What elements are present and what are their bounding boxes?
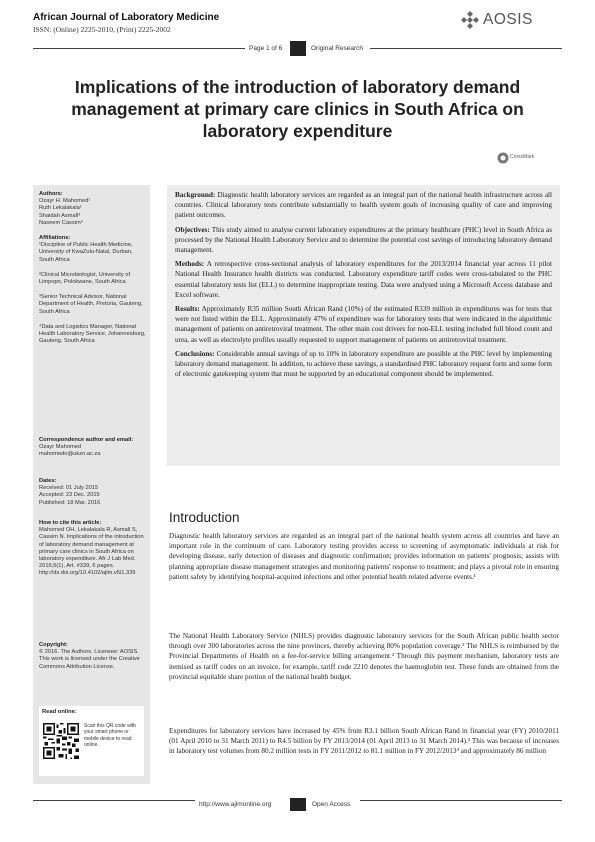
read-online-box <box>39 706 144 776</box>
dates-label: Dates: <box>39 478 57 484</box>
affiliation: ⁴Data and Logistics Manager, National Health Laboratory Service, Johannesburg, Gauteng, South Africa <box>39 323 146 345</box>
methods-label: Methods: <box>175 260 205 269</box>
authors-label: Authors: <box>39 191 63 197</box>
copyright-label: Copyright: <box>39 642 68 648</box>
abstract-conclusions <box>175 349 552 380</box>
page-number: Page 1 of 6 <box>249 45 283 52</box>
objectives-text: This study aimed to analyse current laboratory expenditures at the primary healthcare (PHC) level in South Africa as processed by the National Health Laboratory Service and to determine the potential cost savings of introducing laboratory demand management. <box>175 225 552 255</box>
crossmark-label: CrossMark <box>510 154 535 160</box>
copyright-text: © 2016. The Authors. Licensee: AOSIS. This work is licensed under the Creative Commons Attribution License. <box>39 649 140 670</box>
read-online-label: Read online: <box>42 709 77 715</box>
publisher-name: AOSIS <box>483 11 533 28</box>
date-received: Received: 01 July 2015 <box>39 485 99 492</box>
dates-section <box>39 478 147 507</box>
correspondence-email[interactable]: mahomedo@ukzn.ac.za <box>39 451 101 458</box>
abstract-background <box>175 190 552 221</box>
read-online-instructions: Scan this QR code with your smart phone or mobile device to read online. <box>84 723 136 748</box>
journal-url-link[interactable]: http://www.ajlmonline.org <box>199 801 272 808</box>
affiliation: ³Senior Technical Advisor, National Department of Health, Pretoria, Gauteng, South Africa <box>39 294 143 315</box>
footer-divider-right <box>360 800 562 801</box>
author-name: Shaidah Asmall³ <box>39 212 81 219</box>
affiliation: ¹Discipline of Public Health Medicine, University of KwaZulu-Natal, Durban, South Africa <box>39 242 133 263</box>
introduction-heading: Introduction <box>169 510 240 525</box>
article-title: Implications of the introduction of laboratory demand management at primary care clinics in South Africa on laboratory expenditure <box>71 77 524 141</box>
article-section: Original Research <box>311 45 364 52</box>
citation-label: How to cite this article: <box>39 520 102 526</box>
results-text: Approximately R35 million South African Rand (10%) of the estimated R339 million in expenditures was for tests that were not listed within the ELL. Approximately 47% of expenditure was for laboratory tests that were indicated in the algorithmic management of patients on antiretroviral treatment. The other main cost drivers for non-ELL testing included full blood count and urea, as well as electrolyte profiles usually requested to support management of patients on antiretroviral treatment. <box>175 305 552 344</box>
copyright-section <box>39 642 147 671</box>
affiliations-label: Affiliations: <box>39 235 71 241</box>
footer-marker <box>290 798 306 811</box>
journal-name: African Journal of Laboratory Medicine <box>33 12 220 23</box>
open-access-label: Open Access <box>312 801 351 808</box>
abstract-objectives <box>175 225 552 256</box>
author-name: Ozayr H. Mahomed¹ <box>39 198 91 205</box>
affiliation: ²Clinical Microbiologist, University of Limpopo, Polokwane, South Africa <box>39 271 131 286</box>
intro-paragraph-2: The National Health Laboratory Service (NHLS) provides diagnostic laboratory services for the South African public health sector through over 300 laboratories across the nine provinces, thereby achieving 80% population coverage.² The NHLS is reimbursed by the Provincial Departments of Health on a fee-for-service billing arrangement.² Through this payment mechanism, laboratory tests are itemised as tariff codes on an invoice, for example, tariff code 2210 denotes the haemoglobin test. These funds are obtained from the provincial equitable share portion of the national health budget. <box>169 632 559 681</box>
correspondence-label: Correspondence author and email: <box>39 437 134 443</box>
footer-divider-left <box>33 800 195 801</box>
header-divider-right <box>370 48 562 49</box>
author-name: Naseem Cassim⁴ <box>39 219 84 226</box>
correspondence-name: Ozayr Mahomed <box>39 444 82 451</box>
date-published: Published: 18 Mar. 2016 <box>39 499 101 506</box>
abstract-box <box>167 185 560 466</box>
intro-paragraph-3: Expenditures for laboratory services have increased by 45% from R3.1 billion South African Rand in financial year (FY) 2010/2011 (01 April 2010 to 31 March 2011) to R4.5 billion by FY 2013/2014 (01 April 2013 to 31 March 2014).³ This was because of increases in laboratory test volumes from 80.2 million tests in FY 2011/2012 to 81.1 million in FY 2012/2013⁴ and approximately 86 million <box>169 727 559 756</box>
citation-text: Mahomed OH, Lekalakala R, Asmall S, Cassim N. Implications of the introduction of laboratory demand management at primary care clinics in South Africa on laboratory expenditure. Afr J Lab Med. 2016;5(1), Art. #339, 6 pages. http://dx.doi.org/10.4102/ajlm.v5i1.339 <box>39 527 144 577</box>
background-label: Background: <box>175 191 216 199</box>
results-label: Results: <box>175 305 200 314</box>
abstract-results <box>175 304 552 345</box>
crossmark-icon <box>497 152 509 164</box>
authors-section <box>39 191 147 227</box>
correspondence-section <box>39 437 147 459</box>
aosis-logo-icon <box>461 11 479 29</box>
abstract-methods <box>175 259 552 300</box>
author-name: Ruth Lekalakala² <box>39 205 82 212</box>
conclusions-text: Considerable annual savings of up to 10% in laboratory expenditure are possible at the PHC level by implementing laboratory demand management. In addition, to achieve these savings, a standardised PHC laboratory request form and some form of electronic gatekeeping system that must be supported by an educational component should be implemented. <box>175 349 552 379</box>
citation-section <box>39 520 147 578</box>
background-text: Diagnostic health laboratory services are regarded as an integral part of the national health infrastructure across all countries. Clinical laboratory tests contribute substantially to health system goals of increasing quality of care and improving patient outcomes. <box>175 191 553 220</box>
header-marker <box>290 41 306 56</box>
intro-paragraph-1: Diagnostic health laboratory services are regarded as an integral part of the national health system across all countries and have an important role in the continuum of care. Laboratory testing provides access to screening of asymptomatic individuals at risk for developing disease, early detection of diseases and diagnostic confirmation; provides information on patients' prognosis; assists with planning appropriate disease management strategies and monitoring patients' response to treatment; and plays a pivotal role in ensuring patient safety by identifying hospital-acquired infections and other potential health related adverse events.¹ <box>169 532 559 581</box>
objectives-label: Objectives: <box>175 225 210 234</box>
conclusions-label: Conclusions: <box>175 349 215 358</box>
crossmark-badge[interactable] <box>497 150 535 172</box>
issn: ISSN: (Online) 2225-2010, (Print) 2225-2002 <box>33 25 171 34</box>
article-info-sidebar <box>33 185 150 784</box>
date-accepted: Accepted: 23 Dec. 2015 <box>39 492 100 499</box>
affiliations-section <box>39 235 147 345</box>
qr-code-icon[interactable] <box>43 723 79 759</box>
methods-text: A retrospective cross-sectional analysis of laboratory expenditures for the 2013/2014 financial year across 11 pilot National Health Insurance health districts was conducted. Laboratory expenditure tariff codes were cross-tabulated to the PHC essential laboratory tests list (ELL) to determine inappropriate testing. Data were analysed using a Microsoft Access database and Excel software. <box>175 260 552 299</box>
publisher-logo <box>461 11 533 29</box>
header-divider-left <box>33 48 245 49</box>
